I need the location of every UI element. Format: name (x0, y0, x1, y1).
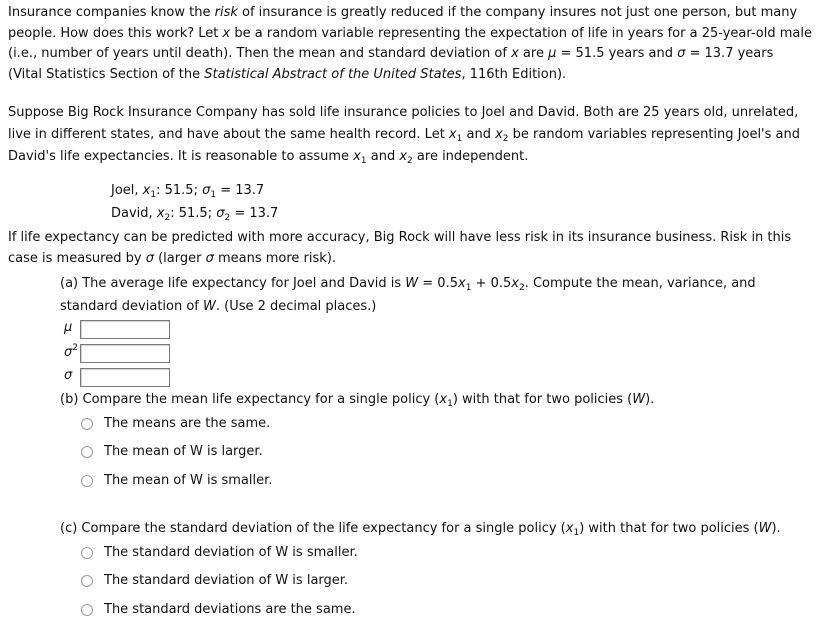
superscript: 2 (72, 343, 78, 353)
var-x: x (399, 149, 408, 164)
sd-input[interactable] (80, 368, 170, 387)
subscript: 1 (150, 190, 157, 200)
text: Joel, (111, 183, 143, 198)
text: and (366, 149, 400, 164)
risk-paragraph (8, 227, 824, 269)
subscript: 2 (518, 283, 525, 293)
mean-input[interactable] (80, 320, 170, 339)
var-w: W (203, 299, 216, 314)
sigma-symbol: σ (677, 46, 686, 61)
text: (i.e., number of years until death). Then the mean and standard deviation of (8, 46, 512, 61)
scenario-paragraph (8, 102, 824, 168)
var-x: x (511, 46, 519, 61)
text: are (518, 46, 549, 61)
radio-c-same[interactable] (81, 604, 93, 616)
text: (a) The average life expectancy for Joel and David is (60, 276, 406, 291)
text: means more risk). (213, 251, 337, 266)
variance-input[interactable] (80, 344, 170, 363)
sigma-symbol: σ (64, 345, 73, 360)
joel-given (111, 181, 264, 201)
var-x: x (565, 521, 574, 536)
text: = 0.5 (418, 276, 458, 291)
option-c-larger[interactable]: The standard deviation of W is larger. (104, 573, 349, 588)
text: ). (771, 521, 781, 536)
var-x: x (142, 183, 151, 198)
subscript: 1 (447, 399, 453, 409)
text: ) with that for two policies ( (452, 392, 633, 407)
text: (larger (153, 251, 206, 266)
var-x: x (439, 392, 448, 407)
text: of insurance is greatly reduced if the company insures not just one person, but many (237, 5, 798, 20)
text: , 116th Edition). (461, 66, 567, 82)
var-x: x (156, 206, 165, 221)
radio-b-same[interactable] (81, 418, 93, 430)
part-a-question-line1 (60, 274, 756, 294)
sigma-symbol: σ (216, 206, 225, 221)
text: David's life expectancies. It is reasonable to assume (8, 149, 354, 164)
subscript: 2 (164, 213, 171, 223)
sd-label: σ (64, 368, 73, 383)
risk-term: risk (214, 5, 238, 20)
text: = 13.7 years (685, 46, 774, 61)
var-x: x (353, 149, 361, 164)
mu-label: μ (64, 320, 73, 335)
sigma-symbol: σ (205, 251, 214, 266)
var-x: x (457, 276, 466, 291)
text: Insurance companies know the (8, 5, 215, 20)
radio-b-smaller[interactable] (81, 475, 93, 487)
subscript: 1 (456, 134, 463, 144)
option-b-same[interactable]: The means are the same. (104, 416, 271, 431)
text: = 51.5 years and (556, 46, 678, 61)
variance-label (64, 345, 78, 360)
text: standard deviation of (60, 299, 204, 314)
subscript: 1 (573, 528, 580, 538)
text: Suppose Big Rock Insurance Company has sold life insurance policies to Joel and David. Both are 25 years old, unrelated, (8, 105, 799, 120)
text: (c) Compare the standard deviation of the life expectancy for a single policy ( (60, 521, 566, 536)
var-x: x (495, 127, 503, 142)
subscript: 1 (360, 156, 367, 166)
var-w: W (632, 392, 646, 407)
subscript: 1 (465, 283, 472, 293)
sigma-symbol: σ (145, 251, 154, 266)
text: (Vital Statistics Section of the (8, 66, 205, 82)
part-b-question (60, 390, 654, 410)
subscript: 1 (210, 190, 217, 200)
text: = 13.7 (230, 206, 279, 221)
option-c-same[interactable]: The standard deviations are the same. (104, 602, 356, 617)
subscript: 2 (224, 213, 231, 223)
radio-c-smaller[interactable] (81, 547, 93, 559)
subscript: 2 (502, 134, 509, 144)
text: : 51.5; (156, 183, 203, 198)
text: If life expectancy can be predicted with more accuracy, Big Rock will have less risk in its insurance business. Risk in this (8, 230, 792, 245)
option-b-smaller[interactable]: The mean of W is smaller. (104, 473, 273, 488)
var-x: x (448, 127, 457, 142)
text: live in different states, and have about the same health record. Let (8, 127, 449, 142)
text: be a random variable representing the expectation of life in years for a 25-year-old male (230, 25, 812, 41)
var-w: W (758, 521, 772, 536)
text: = 13.7 (216, 183, 265, 198)
text: and (462, 127, 496, 142)
text: (b) Compare the mean life expectancy for a single policy ( (60, 392, 440, 407)
radio-c-larger[interactable] (81, 575, 93, 587)
text: people. How does this work? Let (8, 25, 223, 41)
text: ). (645, 392, 655, 407)
text: ) with that for two policies ( (579, 521, 759, 536)
text: case is measured by (8, 251, 146, 266)
text: : 51.5; (170, 206, 217, 221)
var-x: x (511, 276, 519, 291)
part-c-question (60, 519, 781, 539)
option-c-smaller[interactable]: The standard deviation of W is smaller. (104, 545, 358, 560)
source-title: Statistical Abstract of the United States (204, 66, 462, 82)
text: . Compute the mean, variance, and (524, 276, 756, 291)
intro-paragraph (8, 3, 824, 85)
text: . (Use 2 decimal places.) (215, 299, 377, 314)
radio-b-larger[interactable] (81, 446, 93, 458)
text: are independent. (412, 149, 529, 164)
text: + 0.5 (471, 276, 512, 291)
sigma-symbol: σ (202, 183, 211, 198)
mu-symbol: μ (548, 46, 557, 61)
part-a-question-line2 (60, 297, 376, 317)
var-w: W (405, 276, 419, 291)
var-x: x (222, 25, 231, 41)
text: David, (111, 206, 157, 221)
option-b-larger[interactable]: The mean of W is larger. (104, 444, 263, 459)
subscript: 2 (407, 156, 413, 166)
text: be random variables representing Joel's and (508, 127, 800, 142)
david-given (111, 204, 278, 224)
